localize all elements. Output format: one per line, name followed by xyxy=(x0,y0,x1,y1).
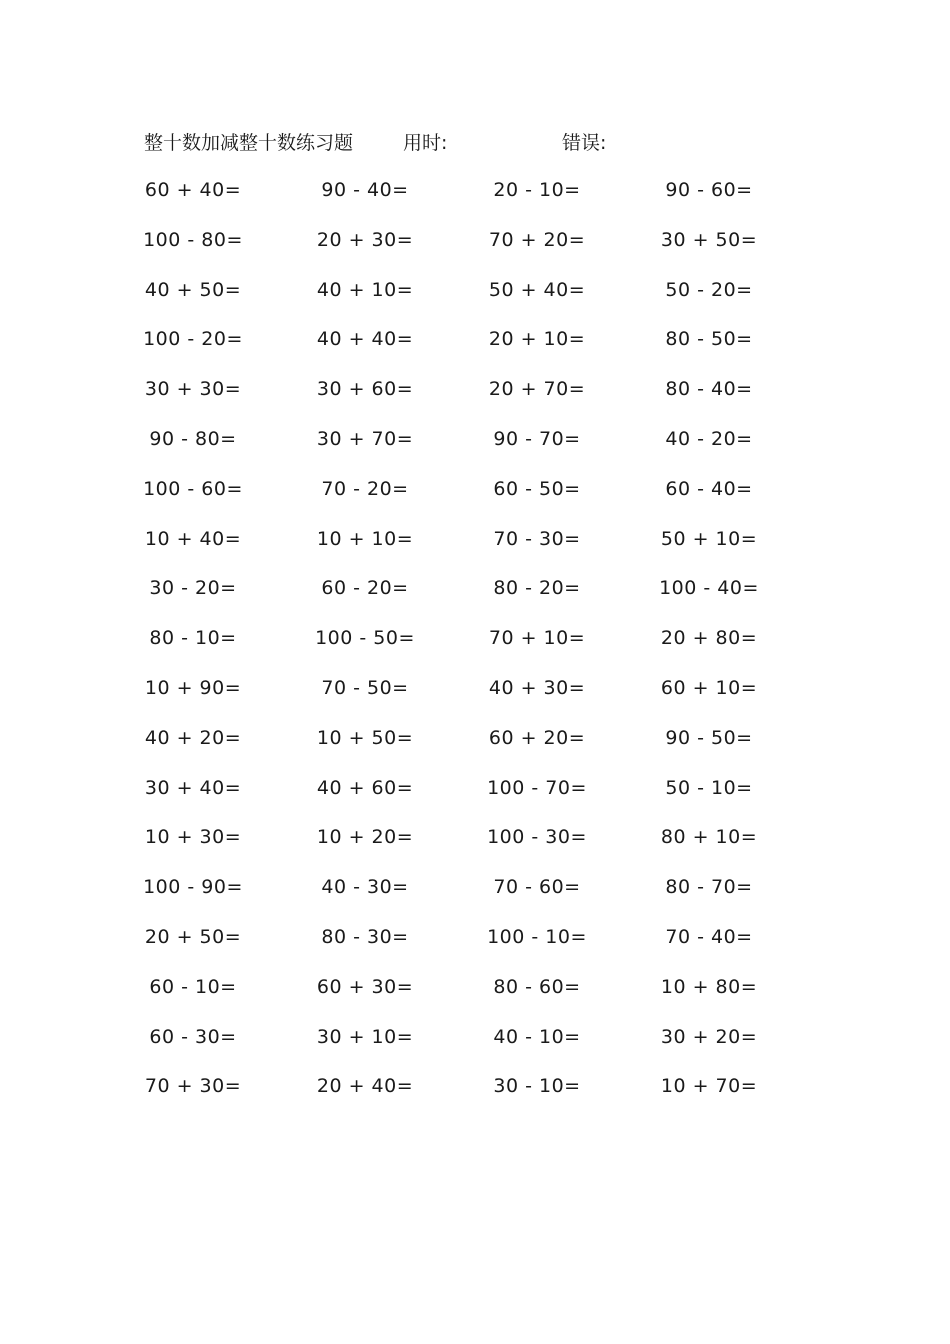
math-problem: 80 + 10= xyxy=(660,826,758,849)
math-problem: 20 + 10= xyxy=(488,328,586,351)
math-problem: 40 + 60= xyxy=(316,776,414,799)
math-problem: 90 - 50= xyxy=(665,726,753,749)
problem-row xyxy=(0,1062,950,1112)
math-problem: 80 - 60= xyxy=(493,975,581,998)
math-problem: 40 + 50= xyxy=(144,278,242,301)
problem-row xyxy=(0,863,950,913)
problem-row xyxy=(0,465,950,515)
math-problem: 30 + 50= xyxy=(660,228,758,251)
math-problem: 100 - 60= xyxy=(143,477,243,500)
math-problem: 60 + 30= xyxy=(316,975,414,998)
error-label: 错误: xyxy=(562,132,607,154)
math-problem: 100 - 20= xyxy=(143,328,243,351)
math-problem: 70 + 10= xyxy=(488,627,586,650)
math-problem: 40 + 20= xyxy=(144,726,242,749)
math-problem: 10 + 50= xyxy=(316,726,414,749)
math-problem: 10 + 10= xyxy=(316,527,414,550)
math-problem: 90 - 80= xyxy=(149,427,237,450)
math-problem: 100 - 10= xyxy=(487,925,587,948)
math-problem: 100 - 30= xyxy=(487,826,587,849)
math-problem: 10 + 30= xyxy=(144,826,242,849)
math-problem: 70 - 40= xyxy=(665,925,753,948)
math-problem: 100 - 40= xyxy=(659,577,759,600)
math-problem: 70 + 30= xyxy=(144,1075,242,1098)
math-problem: 40 + 40= xyxy=(316,328,414,351)
problem-row xyxy=(0,813,950,863)
math-problem: 60 - 50= xyxy=(493,477,581,500)
math-problem: 40 + 30= xyxy=(488,676,586,699)
math-problem: 100 - 90= xyxy=(143,876,243,899)
problem-row xyxy=(0,365,950,415)
math-problem: 70 - 20= xyxy=(321,477,409,500)
math-problem: 50 - 20= xyxy=(665,278,753,301)
math-problem: 30 + 10= xyxy=(316,1025,414,1048)
math-problem: 50 + 40= xyxy=(488,278,586,301)
math-problem: 30 + 60= xyxy=(316,378,414,401)
math-problem: 80 - 40= xyxy=(665,378,753,401)
problem-grid xyxy=(0,166,950,1112)
math-problem: 60 + 10= xyxy=(660,676,758,699)
math-problem: 90 - 70= xyxy=(493,427,581,450)
math-problem: 80 - 50= xyxy=(665,328,753,351)
math-problem: 20 + 30= xyxy=(316,228,414,251)
math-problem: 10 + 70= xyxy=(660,1075,758,1098)
problem-row xyxy=(0,714,950,764)
math-problem: 30 - 10= xyxy=(493,1075,581,1098)
math-problem: 40 - 10= xyxy=(493,1025,581,1048)
problem-row xyxy=(0,216,950,266)
problem-row xyxy=(0,913,950,963)
math-problem: 40 - 20= xyxy=(665,427,753,450)
math-problem: 10 + 40= xyxy=(144,527,242,550)
problem-row xyxy=(0,266,950,316)
math-problem: 20 + 50= xyxy=(144,925,242,948)
math-problem: 60 - 30= xyxy=(149,1025,237,1048)
math-problem: 30 + 20= xyxy=(660,1025,758,1048)
worksheet-header xyxy=(0,128,950,158)
math-problem: 100 - 50= xyxy=(315,627,415,650)
problem-row xyxy=(0,764,950,814)
math-problem: 10 + 90= xyxy=(144,676,242,699)
math-problem: 70 - 30= xyxy=(493,527,581,550)
problem-row xyxy=(0,166,950,216)
math-problem: 80 - 30= xyxy=(321,925,409,948)
math-problem: 20 + 70= xyxy=(488,378,586,401)
time-label: 用时: xyxy=(403,132,448,154)
math-problem: 10 + 20= xyxy=(316,826,414,849)
math-problem: 60 + 40= xyxy=(144,179,242,201)
math-problem: 80 - 20= xyxy=(493,577,581,600)
problem-row xyxy=(0,664,950,714)
math-problem: 30 - 20= xyxy=(149,577,237,600)
math-problem: 20 + 40= xyxy=(316,1075,414,1098)
math-problem: 50 - 10= xyxy=(665,776,753,799)
math-problem: 70 + 20= xyxy=(488,228,586,251)
math-problem: 60 - 10= xyxy=(149,975,237,998)
math-problem: 60 - 20= xyxy=(321,577,409,600)
math-problem: 20 + 80= xyxy=(660,627,758,650)
problem-row xyxy=(0,963,950,1013)
math-problem: 30 + 40= xyxy=(144,776,242,799)
math-problem: 100 - 70= xyxy=(487,776,587,799)
math-problem: 30 + 30= xyxy=(144,378,242,401)
problem-row xyxy=(0,614,950,664)
math-problem: 40 + 10= xyxy=(316,278,414,301)
problem-row xyxy=(0,515,950,565)
math-problem: 100 - 80= xyxy=(143,228,243,251)
problem-row xyxy=(0,415,950,465)
math-problem: 60 - 40= xyxy=(665,477,753,500)
math-problem: 80 - 70= xyxy=(665,876,753,899)
worksheet-title: 整十数加减整十数练习题 xyxy=(144,132,354,154)
math-problem: 30 + 70= xyxy=(316,427,414,450)
math-problem: 20 - 10= xyxy=(493,179,581,201)
math-problem: 10 + 80= xyxy=(660,975,758,998)
problem-row xyxy=(0,315,950,365)
math-problem: 70 - 60= xyxy=(493,876,581,899)
math-problem: 80 - 10= xyxy=(149,627,237,650)
math-problem: 40 - 30= xyxy=(321,876,409,899)
problem-row xyxy=(0,1013,950,1063)
math-problem: 60 + 20= xyxy=(488,726,586,749)
math-problem: 50 + 10= xyxy=(660,527,758,550)
problem-row xyxy=(0,564,950,614)
math-problem: 70 - 50= xyxy=(321,676,409,699)
math-problem: 90 - 60= xyxy=(665,179,753,201)
math-problem: 90 - 40= xyxy=(321,179,409,201)
